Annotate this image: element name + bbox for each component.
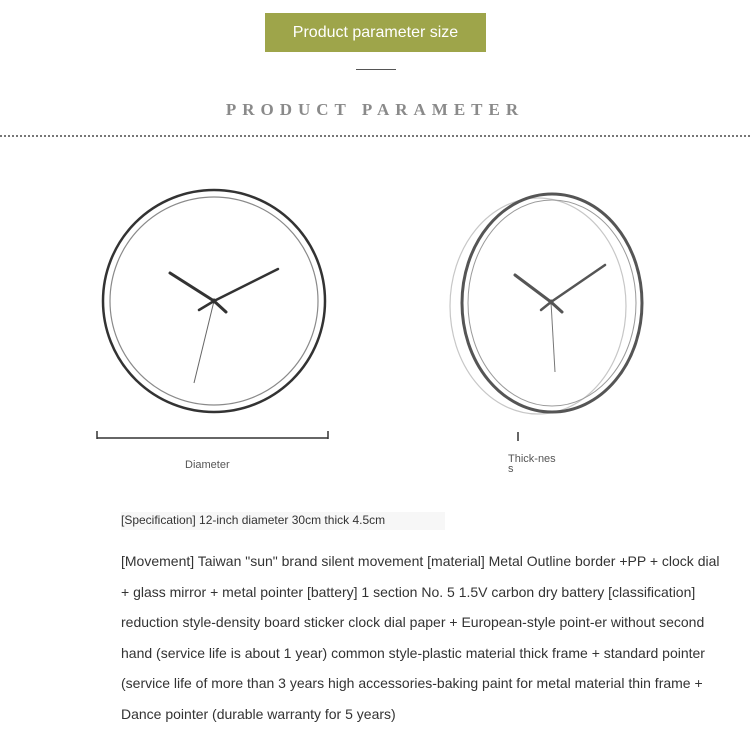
front-clock-image — [103, 190, 325, 412]
section-heading: PRODUCT PARAMETER — [225, 100, 525, 119]
description-text: [Movement] Taiwan "sun" brand silent movement [material] Metal Outline border +PP + clock dial + glass mirror + metal pointer [battery] 1 section No. 5 1.5V carbon dry battery [classification] reduction style-density board sticker clock dial paper + European-style point-er without second hand (service life is about 1 year) common style-plastic material thick frame + standard pointer (service life of more than 3 years high accessories-baking paint for metal material thin frame + Dance pointer (durable warranty for 5 years) — [121, 553, 720, 722]
thickness-label: Thick-ness — [508, 453, 556, 475]
angled-clock-second-hand — [551, 302, 555, 372]
section-banner: Product parameter size — [265, 13, 486, 52]
angled-clock-minute-hand — [551, 265, 605, 302]
banner-underline — [356, 69, 396, 70]
front-clock-hour-hand — [170, 273, 214, 301]
specification-text: [Specification] 12-inch diameter 30cm thick 4.5cm — [121, 512, 445, 530]
dotted-divider — [0, 135, 750, 137]
diameter-label: Diameter — [185, 459, 230, 471]
angled-clock-center-pin — [549, 300, 554, 305]
angled-clock-image — [450, 194, 642, 414]
angled-clock-hour-hand — [515, 275, 551, 302]
angled-clock-back-rim — [450, 198, 626, 414]
clock-illustrations — [0, 150, 750, 450]
front-clock-second-hand — [194, 301, 214, 383]
front-clock-center-pin — [212, 299, 217, 304]
diameter-dimension-line — [97, 431, 328, 439]
front-clock-minute-hand — [214, 269, 278, 301]
